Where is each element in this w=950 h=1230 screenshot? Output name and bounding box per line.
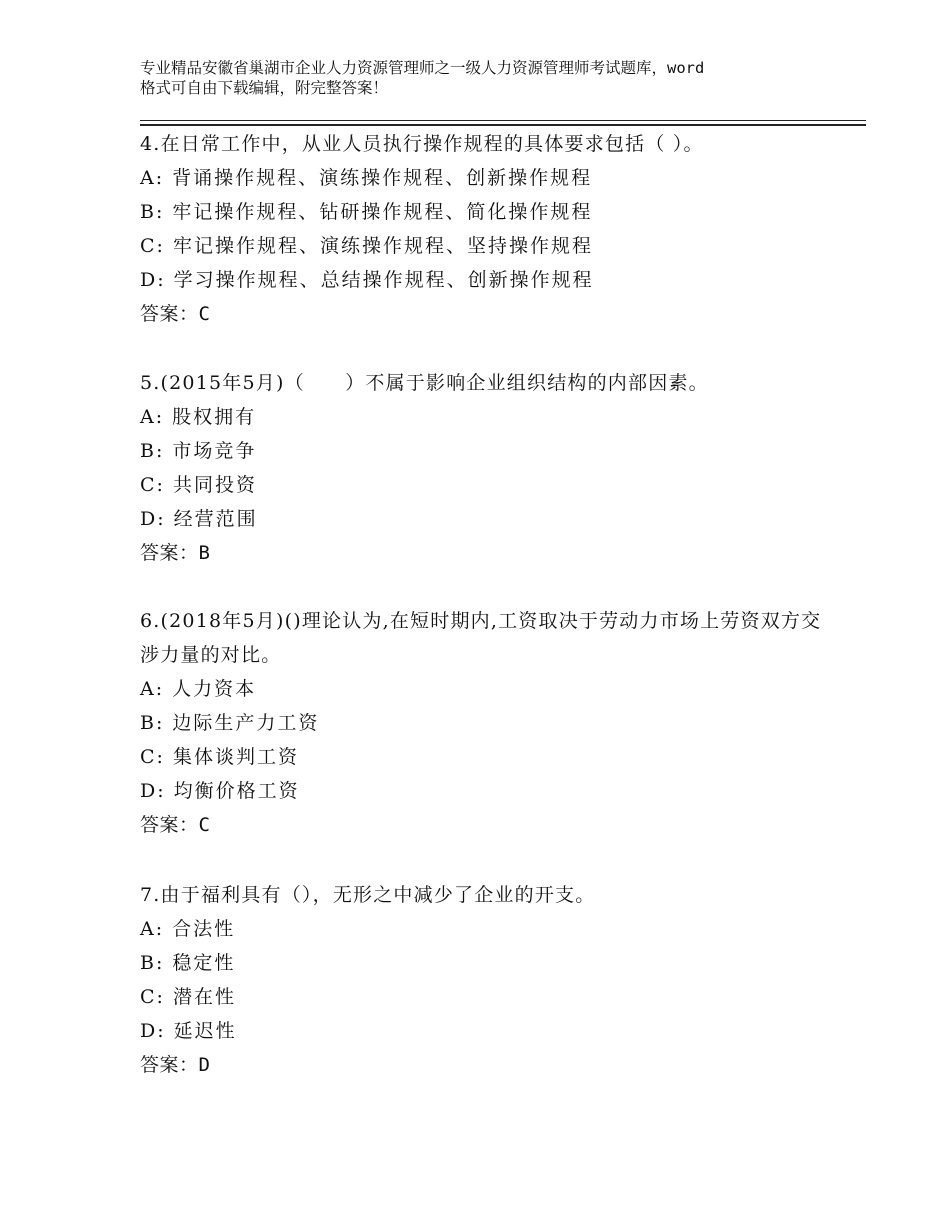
answer-line (140, 536, 830, 570)
question-6 (140, 604, 830, 842)
answer-label: 答案： (140, 542, 199, 564)
answer-label: 答案： (140, 814, 199, 836)
option-c: C: 潜在性 (140, 986, 236, 1008)
option-b: B: 稳定性 (140, 952, 236, 974)
header-divider (140, 120, 866, 121)
option-b: B: 牢记操作规程、钻研操作规程、简化操作规程 (140, 201, 593, 223)
document-header (140, 58, 830, 98)
question-stem: 6.(2018年5月)()理论认为,在短时期内,工资取决于劳动力市场上劳资双方交涉力量的对比。 (140, 610, 822, 666)
question-4 (140, 127, 830, 331)
option-c: C: 集体谈判工资 (140, 746, 299, 768)
answer-line (140, 808, 830, 842)
option-c: C: 牢记操作规程、演练操作规程、坚持操作规程 (140, 235, 593, 257)
answer-line (140, 1048, 830, 1082)
answer-value: C (198, 303, 210, 325)
option-a: A: 股权拥有 (140, 406, 257, 428)
answer-line (140, 297, 830, 331)
option-b: B: 市场竞争 (140, 440, 257, 462)
answer-value: C (198, 814, 210, 836)
option-a: A: 背诵操作规程、演练操作规程、创新操作规程 (140, 167, 593, 189)
option-d: D: 经营范围 (140, 508, 258, 530)
question-5 (140, 366, 830, 570)
answer-label: 答案： (140, 303, 199, 325)
question-stem: 4.在日常工作中，从业人员执行操作规程的具体要求包括（ ）。 (140, 133, 704, 155)
option-a: A: 合法性 (140, 918, 236, 940)
option-d: D: 学习操作规程、总结操作规程、创新操作规程 (140, 269, 594, 291)
question-7 (140, 878, 830, 1082)
option-d: D: 延迟性 (140, 1020, 237, 1042)
answer-value: D (198, 1054, 210, 1076)
header-line-1: 专业精品安徽省巢湖市企业人力资源管理师之一级人力资源管理师考试题库，word (140, 59, 705, 77)
answer-value: B (198, 542, 210, 564)
header-divider-thick (140, 124, 866, 126)
question-stem: 7.由于福利具有（），无形之中减少了企业的开支。 (140, 884, 596, 906)
question-stem: 5.(2015年5月)（ ）不属于影响企业组织结构的内部因素。 (140, 372, 709, 394)
option-d: D: 均衡价格工资 (140, 780, 300, 802)
option-a: A: 人力资本 (140, 678, 257, 700)
answer-label: 答案： (140, 1054, 199, 1076)
option-c: C: 共同投资 (140, 474, 257, 496)
option-b: B: 边际生产力工资 (140, 712, 320, 734)
header-line-2: 格式可自由下载编辑，附完整答案！ (140, 79, 389, 97)
